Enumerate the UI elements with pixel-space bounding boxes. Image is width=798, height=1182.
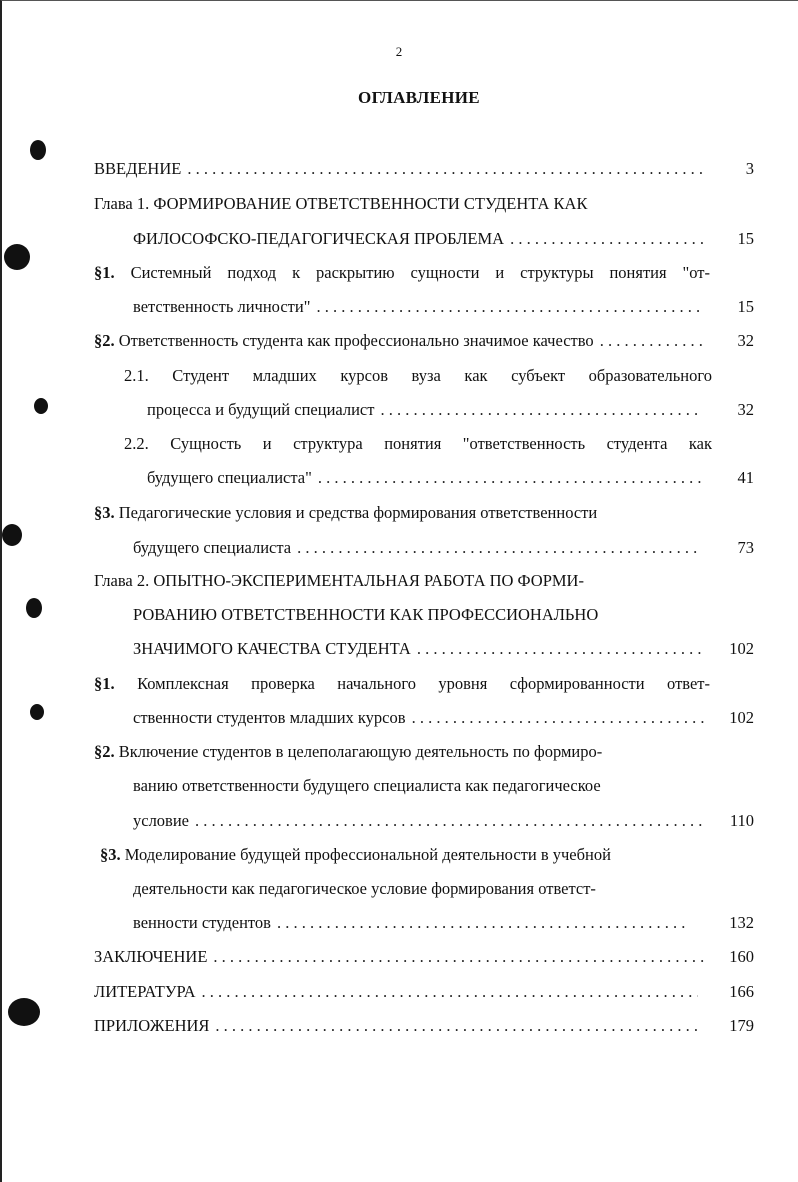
toc-page-number: 3 xyxy=(745,159,754,178)
toc-entry-2-2-cont[interactable] xyxy=(133,774,703,798)
toc-entry-label: ПРИЛОЖЕНИЯ xyxy=(94,1016,210,1035)
toc-entry-2-1-cont[interactable] xyxy=(133,706,711,730)
toc-entry-label: Глава 1. ФОРМИРОВАНИЕ ОТВЕТСТВЕННОСТИ СТУДЕНТА КАК xyxy=(94,194,588,213)
toc-page-number: 73 xyxy=(737,538,754,557)
toc-page-number: 132 xyxy=(729,913,754,932)
scan-blot xyxy=(26,598,42,618)
leader-dots xyxy=(600,329,708,353)
leader-dots xyxy=(510,227,707,251)
section-number: §1. xyxy=(94,263,115,282)
leader-dots xyxy=(187,157,702,181)
page-title: ОГЛАВЛЕНИЕ xyxy=(358,88,480,107)
toc-entry-2-1[interactable] xyxy=(94,672,710,696)
toc-page-number: 110 xyxy=(729,811,754,830)
toc-entry-2-3-cont-2[interactable] xyxy=(133,911,693,935)
toc-entry-1-1[interactable] xyxy=(94,261,710,285)
scan-blot xyxy=(4,244,30,270)
section-number: §2. xyxy=(94,331,115,350)
leader-dots xyxy=(318,466,701,490)
toc-entry-1-2-1[interactable] xyxy=(124,364,712,388)
leader-dots xyxy=(316,295,702,319)
toc-entry-label: ЗАКЛЮЧЕНИЕ xyxy=(94,947,208,966)
leader-dots xyxy=(215,1014,702,1038)
leader-dots xyxy=(417,637,705,661)
scan-blot xyxy=(2,524,22,546)
toc-entry-2-2-cont-2[interactable] xyxy=(133,809,711,833)
toc-entry-label: Системный подход к раскрытию сущности и структуры понятия "от- xyxy=(130,263,711,282)
toc-entry-1-2[interactable] xyxy=(94,329,714,353)
toc-entry-label: процесса и будущий специалист xyxy=(147,400,375,419)
toc-entry-label: РОВАНИЮ ОТВЕТСТВЕННОСТИ КАК ПРОФЕССИОНАЛЬНО xyxy=(133,605,599,624)
scan-blot xyxy=(8,998,40,1026)
leader-dots xyxy=(213,945,706,969)
toc-entry-1-2-1-cont[interactable] xyxy=(147,398,707,422)
toc-entry-conclusion[interactable] xyxy=(94,945,712,969)
toc-entry-chapter-2[interactable] xyxy=(94,569,694,593)
toc-entry-chapter-2-cont-2[interactable] xyxy=(133,637,711,661)
toc-entry-label: Глава 2. ОПЫТНО-ЭКСПЕРИМЕНТАЛЬНАЯ РАБОТА ПО ФОРМИ- xyxy=(94,571,584,590)
leader-dots xyxy=(380,398,701,422)
toc-page-number: 32 xyxy=(737,331,754,350)
page-number: 2 xyxy=(395,44,403,59)
toc-entry-literature[interactable] xyxy=(94,980,704,1004)
leader-dots xyxy=(297,536,702,560)
toc-page-number: 102 xyxy=(729,708,754,727)
leader-dots xyxy=(195,809,705,833)
leader-dots xyxy=(202,980,698,1004)
toc-entry-label: венности студентов xyxy=(133,913,271,932)
toc-entry-label: ВВЕДЕНИЕ xyxy=(94,159,182,178)
toc-entry-chapter-1-cont[interactable] xyxy=(133,227,713,251)
toc-page-number: 15 xyxy=(737,297,754,316)
toc-entry-label: ственности студентов младших курсов xyxy=(133,708,406,727)
toc-entry-label: условие xyxy=(133,811,190,830)
toc-page-number: 32 xyxy=(737,400,754,419)
toc-entry-label: деятельности как педагогическое условие формирования ответст- xyxy=(133,879,596,898)
toc-entry-label: ЗНАЧИМОГО КАЧЕСТВА СТУДЕНТА xyxy=(133,639,411,658)
toc-entry-1-1-cont[interactable] xyxy=(133,295,708,319)
toc-entry-1-2-2-cont[interactable] xyxy=(147,466,707,490)
toc-entry-1-3[interactable] xyxy=(94,501,694,525)
leader-dots xyxy=(277,911,687,935)
toc-entry-label: будущего специалиста xyxy=(133,538,292,557)
leader-dots xyxy=(412,706,705,730)
toc-page-number: 179 xyxy=(729,1016,754,1035)
toc-entry-2-2[interactable] xyxy=(94,740,700,764)
scan-blot xyxy=(34,398,48,414)
toc-entry-label: 2.1. Студент младших курсов вуза как субъект образовательного xyxy=(124,366,712,385)
section-number: §3. xyxy=(100,845,121,864)
toc-entry-label: Включение студентов в целеполагающую деятельность по формиро- xyxy=(118,742,603,761)
toc-page-number: 166 xyxy=(729,982,754,1001)
toc-page-number: 15 xyxy=(737,229,754,248)
toc-entry-label: Ответственность студента как профессионально значимое качество xyxy=(118,331,594,350)
toc-entry-1-2-2[interactable] xyxy=(124,432,712,456)
section-number: §3. xyxy=(94,503,115,522)
section-number: §2. xyxy=(94,742,115,761)
toc-entry-label: 2.2. Сущность и структура понятия "ответственность студента как xyxy=(124,434,712,453)
toc-entry-label: ЛИТЕРАТУРА xyxy=(94,982,196,1001)
toc-page-number: 102 xyxy=(729,639,754,658)
toc-entry-chapter-1[interactable] xyxy=(94,192,714,216)
scan-blot xyxy=(30,704,44,720)
toc-page-number: 41 xyxy=(737,468,754,487)
toc-entry-label: ветственность личности" xyxy=(133,297,311,316)
toc-entry-2-3-cont[interactable] xyxy=(133,877,693,901)
toc-entry-1-3-cont[interactable] xyxy=(133,536,708,560)
toc-entry-label: ванию ответственности будущего специалиста как педагогическое xyxy=(133,776,601,795)
toc-page-number: 160 xyxy=(729,947,754,966)
section-number: §1. xyxy=(94,674,115,693)
toc-entry-chapter-2-cont[interactable] xyxy=(133,603,693,627)
scan-blot xyxy=(30,140,46,160)
toc-entry-label: ФИЛОСОФСКО-ПЕДАГОГИЧЕСКАЯ ПРОБЛЕМА xyxy=(133,229,505,248)
toc-entry-intro[interactable] xyxy=(94,157,708,181)
toc-entry-2-3[interactable] xyxy=(100,843,710,867)
toc-entry-label: Комплексная проверка начального уровня сформированности ответ- xyxy=(137,674,710,693)
toc-entry-appendix[interactable] xyxy=(94,1014,708,1038)
toc-entry-label: будущего специалиста" xyxy=(147,468,312,487)
toc-entry-label: Моделирование будущей профессиональной деятельности в учебной xyxy=(124,845,611,864)
toc-entry-label: Педагогические условия и средства формирования ответственности xyxy=(118,503,598,522)
